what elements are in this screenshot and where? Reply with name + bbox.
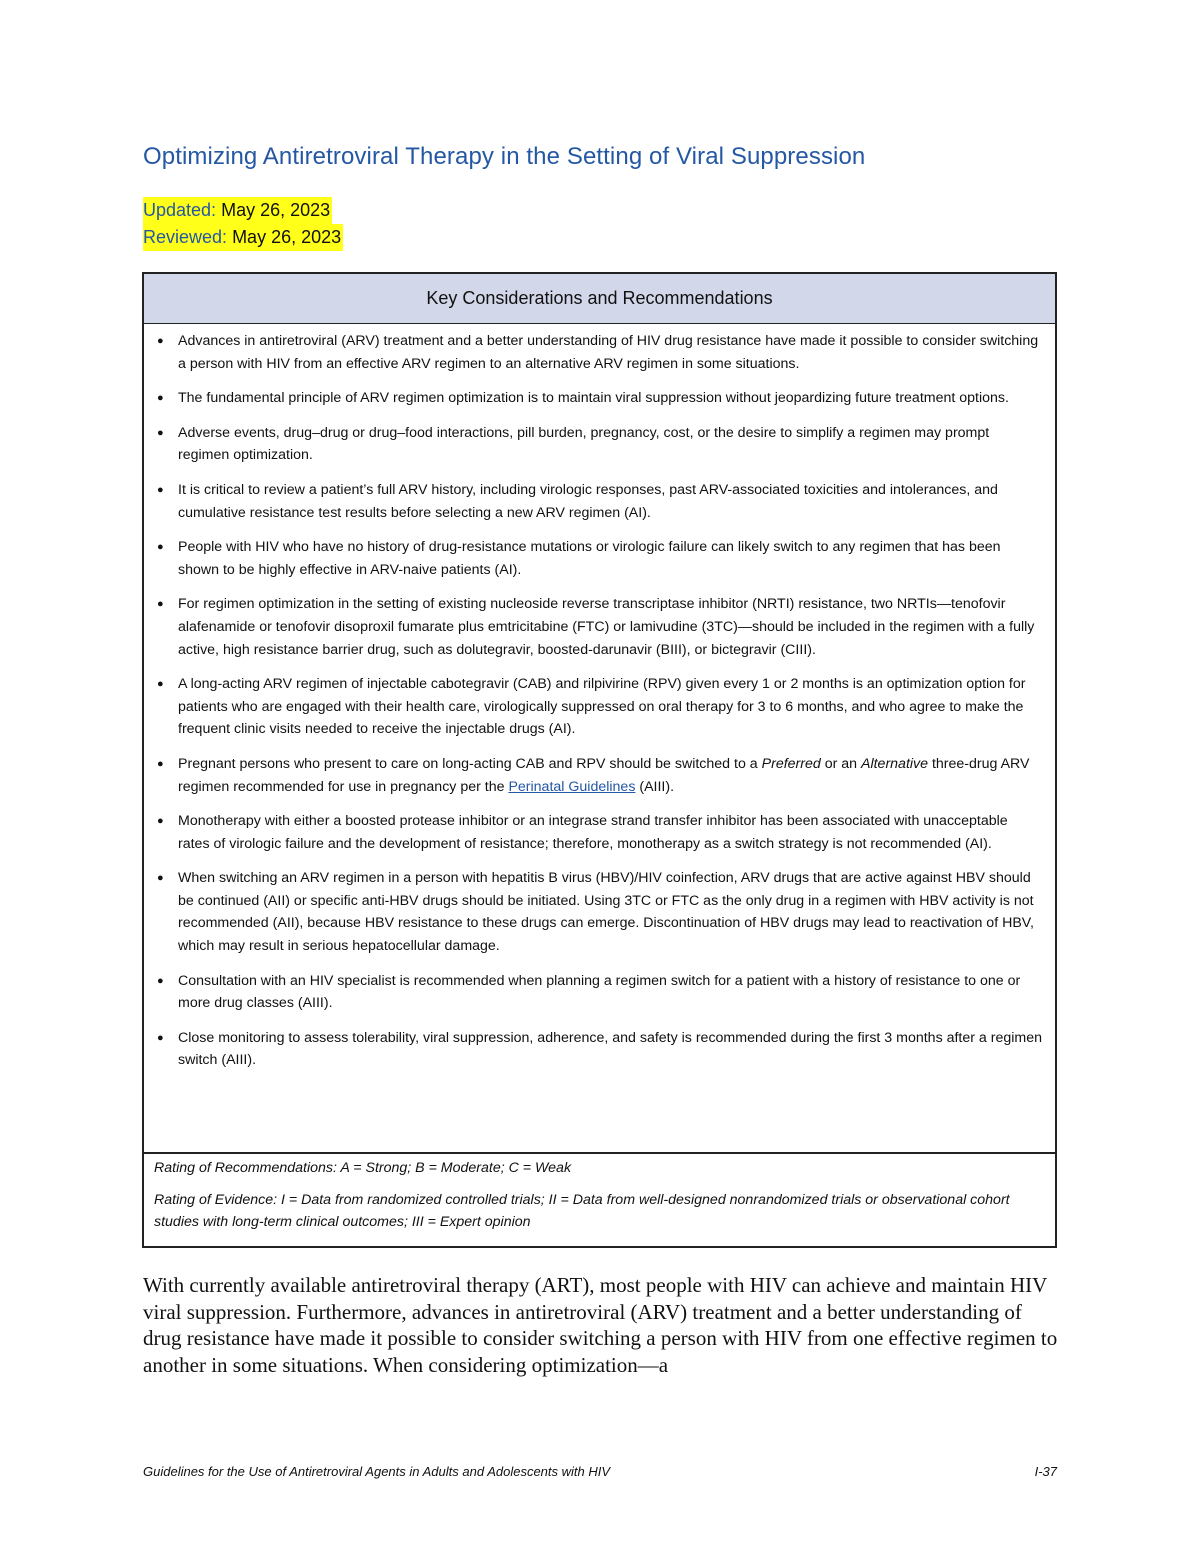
bullet-icon: ● <box>157 541 164 554</box>
list-item <box>157 753 1043 798</box>
page-footer <box>143 1464 1057 1479</box>
list-item <box>157 387 1043 410</box>
box-header: Key Considerations and Recommendations <box>144 274 1055 324</box>
bullet-icon: ● <box>157 1031 164 1044</box>
rating-of-recommendations: Rating of Recommendations: A = Strong; B = Moderate; C = Weak <box>154 1160 572 1176</box>
list-item <box>157 536 1043 581</box>
body-paragraph: With currently available antiretroviral therapy (ART), most people with HIV can achieve and maintain HIV viral suppression. Furthermore, advances in antiretroviral (ARV) treatment and a better understanding of drug resistance have made it possible to consider switching a person with HIV from one effective regimen to another in some situations. When considering optimization—a <box>143 1273 1058 1377</box>
list-item <box>157 422 1043 467</box>
bullet-icon: ● <box>157 483 164 496</box>
text-segment: Pregnant persons who present to care on long-acting CAB and RPV should be switched to a <box>178 755 762 772</box>
list-item-text: Adverse events, drug–drug or drug–food interactions, pill burden, pregnancy, cost, or the desire to simplify a regimen may prompt regimen optimization. <box>178 424 990 464</box>
reviewed-label: Reviewed: <box>143 227 228 247</box>
list-item-text: Monotherapy with either a boosted protease inhibitor or an integrase strand transfer inhibitor has been associated with unacceptable rates of virologic failure and the development of resistance; therefore, monotherapy as a switch strategy is not recommended (AI). <box>178 813 1008 852</box>
bullet-icon: ● <box>157 678 164 691</box>
list-item <box>157 1027 1043 1072</box>
list-item <box>157 330 1043 375</box>
updated-date: May 26, 2023 <box>221 200 331 220</box>
bullet-icon: ● <box>157 598 164 611</box>
list-item-text: People with HIV who have no history of drug-resistance mutations or virologic failure can likely switch to any regimen that has been shown to be highly effective in ARV-naive patients (AI). <box>178 539 1001 578</box>
bullet-icon: ● <box>157 974 164 987</box>
key-considerations-box <box>142 272 1057 1248</box>
footer-document-title: Guidelines for the Use of Antiretroviral Agents in Adults and Adolescents with HIV <box>143 1464 611 1479</box>
perinatal-guidelines-link[interactable]: Perinatal Guidelines <box>508 778 636 795</box>
list-item-text: It is critical to review a patient’s full ARV history, including virologic responses, past ARV-associated toxicities and intolerances, and cumulative resistance test results before selecting a new ARV regimen (AI). <box>178 481 998 521</box>
list-item-text: For regimen optimization in the setting of existing nucleoside reverse transcriptase inhibitor (NRTI) resistance, two NRTIs—tenofovir alafenamide or tenofovir disoproxil fumarate plus emtricitabine (FTC) or lamivudine (3TC)—should be included in the regimen with a fully active, high resistance barrier drug, such as dolutegravir, boosted-darunavir (BIII), or bictegravir (CIII). <box>178 596 1035 658</box>
recommendation-list <box>144 324 1055 1072</box>
ratings-footer <box>144 1152 1055 1246</box>
list-item-text: A long-acting ARV regimen of injectable cabotegravir (CAB) and rilpivirine (RPV) given every 1 or 2 months is an optimization option for patients who are engaged with their health care, virologically suppressed on oral therapy for 3 to 6 months, and who agree to make the frequent clinic visits needed to receive the injectable drugs (AI). <box>178 676 1026 738</box>
page-number: I-37 <box>1034 1464 1057 1479</box>
list-item <box>157 673 1043 741</box>
rating-of-evidence: Rating of Evidence: I = Data from randomized controlled trials; II = Data from well-designed nonrandomized trials or observational cohort studies with long-term clinical outcomes; III = Expert opinion <box>154 1191 1010 1231</box>
bullet-icon: ● <box>157 757 164 770</box>
emphasis-preferred: Preferred <box>761 755 821 772</box>
bullet-icon: ● <box>157 872 164 885</box>
text-segment: (AIII). <box>635 778 675 795</box>
list-item <box>157 970 1043 1015</box>
bullet-icon: ● <box>157 392 164 405</box>
text-segment: three-drug ARV regimen recommended for use in pregnancy per the <box>178 755 1030 795</box>
list-item-text: Close monitoring to assess tolerability, viral suppression, adherence, and safety is recommended during the first 3 months after a regimen switch (AIII). <box>178 1029 1043 1069</box>
list-item-text: When switching an ARV regimen in a person with hepatitis B virus (HBV)/HIV coinfection, ARV drugs that are active against HBV should be continued (AII) or specific anti-HBV drugs should be initiated. Using 3TC or FTC as the only drug in a regimen with HBV activity is not recommended (AII), because HBV resistance to these drugs can emerge. Discontinuation of HBV drugs may lead to reactivation of HBV, which may result in serious hepatocellular damage. <box>178 870 1034 955</box>
list-item <box>157 810 1043 855</box>
text-segment: or an <box>820 755 861 772</box>
list-item <box>157 867 1043 957</box>
list-item <box>157 593 1043 661</box>
bullet-icon: ● <box>157 815 164 828</box>
list-item-text: Consultation with an HIV specialist is recommended when planning a regimen switch for a patient with a history of resistance to one or more drug classes (AIII). <box>178 972 1021 1012</box>
list-item-text: Advances in antiretroviral (ARV) treatment and a better understanding of HIV drug resistance have made it possible to consider switching a person with HIV from an effective ARV regimen to an alternative ARV regimen in some situations. <box>178 333 1039 372</box>
list-item <box>157 479 1043 524</box>
list-item-text <box>178 753 1043 798</box>
page-title: Optimizing Antiretroviral Therapy in the Setting of Viral Suppression <box>143 143 866 170</box>
list-item-text: The fundamental principle of ARV regimen optimization is to maintain viral suppression without jeopardizing future treatment options. <box>178 390 1009 407</box>
updated-label: Updated: <box>143 200 217 220</box>
bullet-icon: ● <box>157 335 164 347</box>
updated-line <box>143 197 332 224</box>
date-block <box>143 197 343 251</box>
emphasis-alternative: Alternative <box>861 755 929 772</box>
bullet-icon: ● <box>157 426 164 439</box>
reviewed-line <box>143 224 343 251</box>
reviewed-date: May 26, 2023 <box>232 227 342 247</box>
